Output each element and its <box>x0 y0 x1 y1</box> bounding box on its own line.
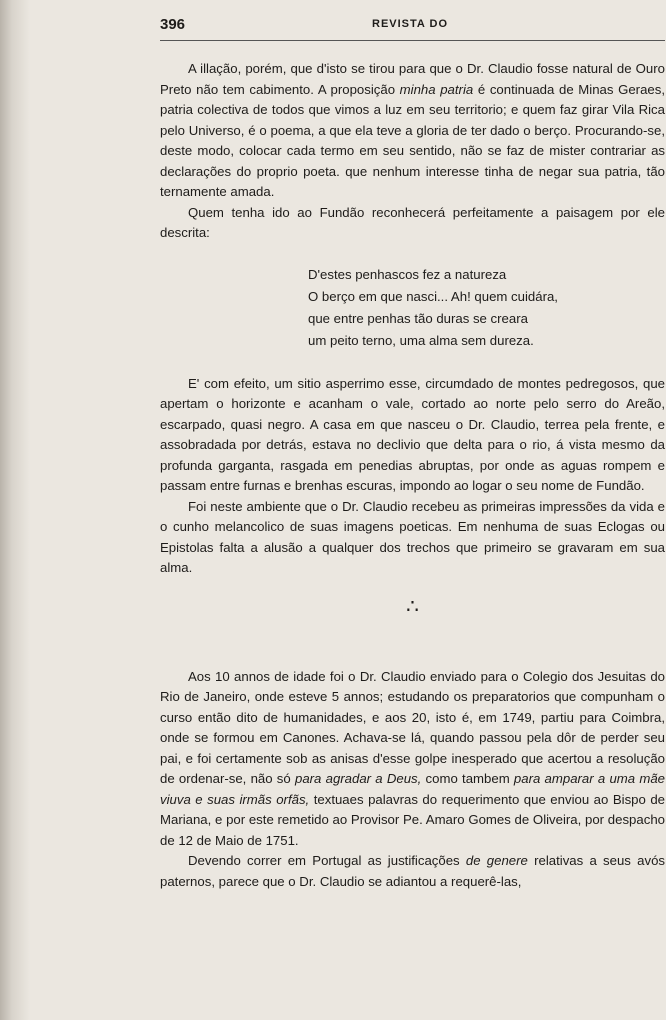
page-number: 396 <box>160 16 186 33</box>
verse-quote <box>308 264 665 352</box>
paragraph-sitio-asperrimo: E' com efeito, um sitio asperrimo esse, circumdado de montes pedregosos, que apertam o horizonte e acanham o vale, cortado ao norte pelo serro do Areão, escarpado, quasi negro. A casa em que nasceu o Dr. Claudio, terrea pela frente, e assobradada por detrás, estava no declivio que delta para o rio, á vista mesmo da profunda garganta, rasgada em penedias abruptas, por onde as aguas rompem e passam entre furnas e brenhas escuras, impondo ao logar o seu nome de Fundão. <box>160 375 665 493</box>
verse-line: que entre penhas tão duras se creara <box>308 310 528 326</box>
verse-line: D'estes penhascos fez a natureza <box>308 266 507 282</box>
paragraph-justificacoes: Devendo correr em Portugal as justificações de genere relativas a seus avós paternos, parece que o Dr. Claudio se adiantou a requerê-las, <box>160 853 666 889</box>
paragraph-ambiente: Foi neste ambiente que o Dr. Claudio recebeu as primeiras impressões da vida e o cunho melancolico de suas imagens poeticas. Em nenhuma de suas Eclogas ou Epistolas falta a alusão a qualquer dos trechos que primeiro se gravaram em sua alma. <box>160 498 665 575</box>
book-page <box>160 14 665 892</box>
emphasis-agradar-deus: para agradar a Deus, <box>294 771 422 786</box>
verse-line: O berço em que nasci... Ah! quem cuidára, <box>308 288 558 304</box>
paragraph-illacao: A illação, porém, que d'isto se tirou para que o Dr. Claudio fosse natural de Ouro Preto não tem cabimento. A proposição minha patria é continuada de Minas Geraes, patria colectiva de todos que vimos a luz em seu territorio; e quem faz girar Vila Rica pelo Universo, é o poema, a que ela teve a gloria de ter dado o berço. Procurando-se, deste modo, colocar cada termo em seu sentido, não se faz de mister contrariar as declarações do proprio poeta. que nenhum interesse tinha de negar sua patria, tão ternamente amada. <box>160 61 665 199</box>
running-head: REVISTA DO <box>372 18 449 30</box>
emphasis-de-genere: de genere <box>465 853 528 868</box>
emphasis-minha-patria: minha patria <box>399 81 474 97</box>
page-header <box>160 14 665 41</box>
paragraph-fundao-intro: Quem tenha ido ao Fundão reconhecerá perfeitamente a paisagem por ele descrita: <box>160 204 665 240</box>
paragraph-colegio-jesuitas: Aos 10 annos de idade foi o Dr. Claudio enviado para o Colegio dos Jesuitas do Rio de Janeiro, onde esteve 5 annos; estudando os preparatorios que compunham o curso então dito de humanidades, e aos 20, isto é, em 1749, partiu para Coimbra, onde se formou em Canones. Achava-se lá, quando passou pela dôr de perder seu pai, e foi certamente sob as anisas d'esse golpe inesperado que acertou a resolução de ordenar-se, não só para agradar a Deus, como tambem para amparar a uma mãe viuva e suas irmãs orfãs, textuaes palavras do requerimento que enviou ao Bispo de Mariana, e por este remetido ao Provisor Pe. Amaro Gomes de Oliveira, por despacho de 12 de Maio de 1751. <box>160 668 666 848</box>
emphasis-amparar-mae: para amparar a uma mãe viuva e suas irmãs orfãs, <box>160 771 665 807</box>
book-binding-shadow <box>0 0 30 1020</box>
verse-line: um peito terno, uma alma sem dureza. <box>308 332 534 348</box>
section-break-ornament: ∴ <box>406 595 419 618</box>
